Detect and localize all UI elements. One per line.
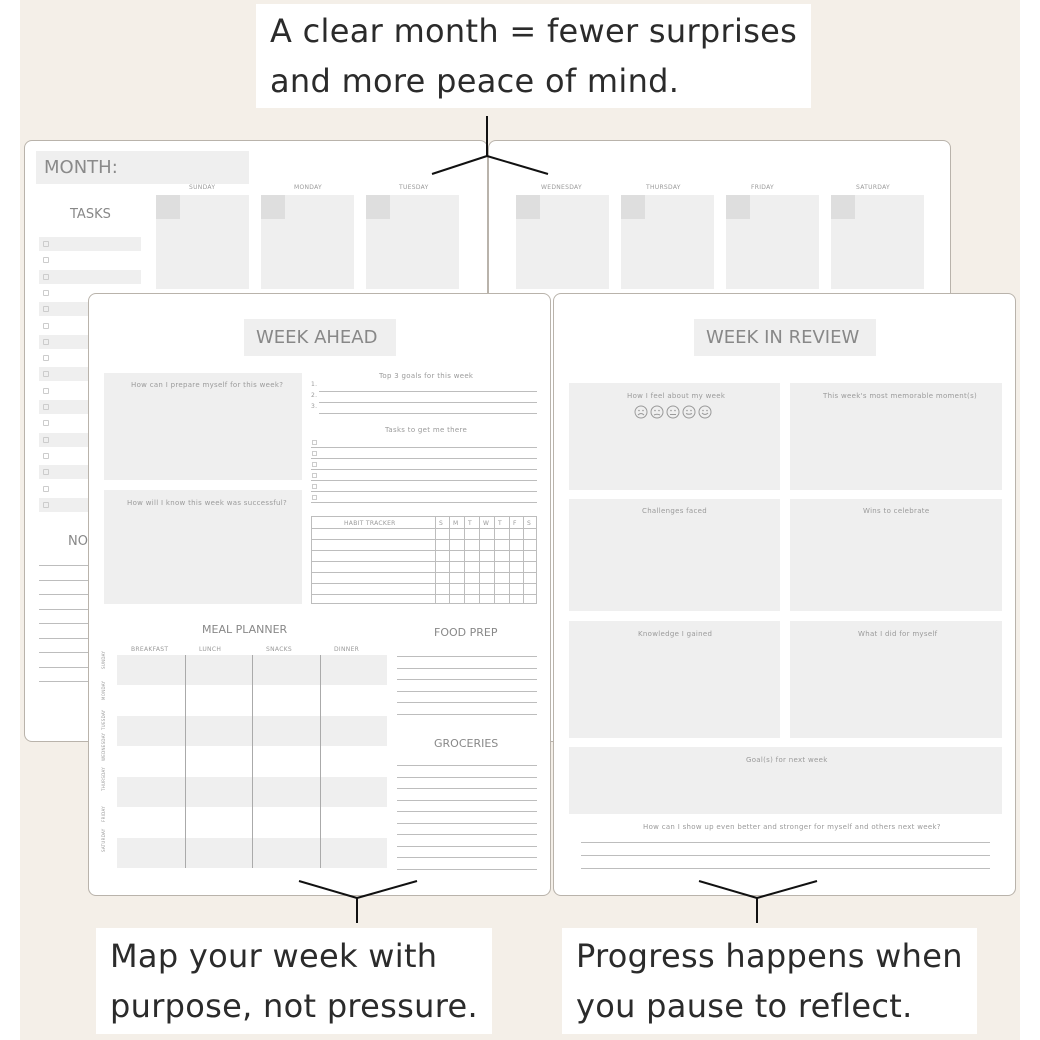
- notes-line: [39, 652, 91, 653]
- habit-row-line: [312, 539, 536, 540]
- week-ahead-page: [88, 293, 551, 896]
- meal-column-label: SNACKS: [266, 646, 293, 653]
- memorable-label: This week's most memorable moment(s): [823, 392, 978, 400]
- day-label: MONDAY: [294, 184, 323, 191]
- goal-line: [319, 413, 537, 414]
- meal-planner-title: MEAL PLANNER: [202, 623, 288, 636]
- habit-row-line: [312, 528, 536, 529]
- habit-row-line: [312, 561, 536, 562]
- task-checkbox: [43, 323, 49, 329]
- challenges-label: Challenges faced: [642, 507, 708, 515]
- task-checkbox: [43, 306, 49, 312]
- task-checkbox: [43, 502, 49, 508]
- habit-col-line: [494, 517, 495, 603]
- task-row: [39, 237, 141, 251]
- notes-label: NO: [68, 534, 88, 549]
- grocery-line: [397, 811, 537, 812]
- habit-col-line: [509, 517, 510, 603]
- notes-line: [39, 623, 91, 624]
- habit-col-line: [523, 517, 524, 603]
- grocery-line: [397, 765, 537, 766]
- meal-col-divider: [320, 655, 321, 868]
- groceries-title: GROCERIES: [434, 737, 499, 750]
- day-label: SUNDAY: [189, 184, 216, 191]
- knowledge-box: [569, 621, 780, 738]
- task-checkbox: [43, 274, 49, 280]
- month-title: MONTH:: [44, 157, 118, 178]
- challenges-box: [569, 499, 780, 611]
- task-line: [311, 458, 537, 459]
- meal-column-label: LUNCH: [199, 646, 222, 653]
- grocery-line: [397, 846, 537, 847]
- meal-col-divider: [185, 655, 186, 868]
- task-checkbox: [43, 437, 49, 443]
- meal-column-label: DINNER: [334, 646, 360, 653]
- callout-left-line2: purpose, not pressure.: [110, 987, 478, 1025]
- success-box: [104, 490, 302, 604]
- day-number-box: [621, 195, 645, 219]
- notes-line: [39, 638, 91, 639]
- food-prep-line: [397, 679, 537, 680]
- happy-face-icon: [698, 405, 712, 419]
- wins-label: Wins to celebrate: [863, 507, 930, 515]
- meal-col-divider: [252, 655, 253, 868]
- grocery-line: [397, 800, 537, 801]
- task-checkbox: [43, 404, 49, 410]
- habit-col-line: [449, 517, 450, 603]
- task-checkbox: [43, 469, 49, 475]
- task-checkbox: [312, 484, 317, 489]
- habit-col-line: [464, 517, 465, 603]
- task-checkbox: [43, 486, 49, 492]
- task-checkbox: [43, 241, 49, 247]
- meal-day-label: THURSDAY: [101, 767, 106, 791]
- task-line: [311, 502, 537, 503]
- food-prep-line: [397, 714, 537, 715]
- habit-day-label: T: [468, 520, 472, 527]
- habit-day-label: T: [498, 520, 502, 527]
- food-prep-title: FOOD PREP: [434, 626, 498, 639]
- task-checkbox: [43, 257, 49, 263]
- food-prep-line: [397, 668, 537, 669]
- habit-row-line: [312, 594, 536, 595]
- callout-right-line1: Progress happens when: [576, 937, 963, 975]
- task-checkbox: [312, 451, 317, 456]
- show-up-line: [581, 842, 990, 843]
- notes-line: [39, 565, 91, 566]
- prepare-box: [104, 373, 302, 480]
- callout-right: [562, 928, 977, 1034]
- week-review-page: [553, 293, 1016, 896]
- goals-title: Top 3 goals for this week: [379, 372, 474, 380]
- goal-number: 2.: [311, 392, 318, 399]
- neutral-face-icon: [666, 405, 680, 419]
- notes-line: [39, 667, 91, 668]
- show-up-line: [581, 855, 990, 856]
- notes-line: [39, 681, 91, 682]
- meal-day-label: FRIDAY: [101, 805, 106, 822]
- tasks-title: Tasks to get me there: [385, 426, 468, 434]
- day-label: THURSDAY: [646, 184, 681, 191]
- week-ahead-title: WEEK AHEAD: [256, 327, 378, 348]
- notes-line: [39, 609, 91, 610]
- grocery-line: [397, 788, 537, 789]
- knowledge-label: Knowledge I gained: [638, 630, 713, 638]
- day-label: FRIDAY: [751, 184, 775, 191]
- task-checkbox: [43, 388, 49, 394]
- meal-day-label: TUESDAY: [101, 709, 106, 730]
- task-checkbox: [43, 339, 49, 345]
- grocery-line: [397, 834, 537, 835]
- task-row: [39, 270, 141, 284]
- habit-col-line: [435, 517, 436, 603]
- callout-top-line2: and more peace of mind.: [270, 62, 680, 100]
- task-checkbox: [312, 462, 317, 467]
- day-number-box: [516, 195, 540, 219]
- food-prep-line: [397, 691, 537, 692]
- grocery-line: [397, 823, 537, 824]
- task-checkbox: [312, 473, 317, 478]
- meal-day-label: WEDNESDAY: [101, 732, 106, 761]
- habit-day-label: M: [453, 520, 459, 527]
- callout-right-line2: you pause to reflect.: [576, 987, 913, 1025]
- task-checkbox: [312, 440, 317, 445]
- prepare-prompt: How can I prepare myself for this week?: [131, 381, 284, 389]
- day-number-box: [726, 195, 750, 219]
- day-number-box: [261, 195, 285, 219]
- habit-day-label: F: [513, 520, 517, 527]
- habit-day-label: S: [527, 520, 532, 527]
- show-up-prompt: How can I show up even better and stronger for myself and others next week?: [643, 823, 941, 831]
- task-checkbox: [43, 355, 49, 361]
- for-myself-box: [790, 621, 1002, 738]
- grocery-line: [397, 777, 537, 778]
- grocery-line: [397, 857, 537, 858]
- task-checkbox: [43, 290, 49, 296]
- goal-line: [319, 391, 537, 392]
- habit-day-label: W: [483, 520, 490, 527]
- habit-row-line: [312, 572, 536, 573]
- day-label: TUESDAY: [399, 184, 429, 191]
- food-prep-line: [397, 656, 537, 657]
- goal-number: 1.: [311, 381, 318, 388]
- meal-day-label: SUNDAY: [101, 650, 106, 669]
- task-line: [311, 447, 537, 448]
- goal-number: 3.: [311, 403, 318, 410]
- sad-face-icon: [634, 405, 648, 419]
- goal-line: [319, 402, 537, 403]
- notes-line: [39, 580, 91, 581]
- habit-day-label: S: [439, 520, 444, 527]
- habit-row-line: [312, 583, 536, 584]
- task-checkbox: [43, 453, 49, 459]
- habit-col-line: [479, 517, 480, 603]
- for-myself-label: What I did for myself: [858, 630, 938, 638]
- day-label: SATURDAY: [856, 184, 891, 191]
- success-prompt: How will I know this week was successful?: [127, 499, 288, 507]
- tasks-label: TASKS: [70, 207, 111, 222]
- habit-row-line: [312, 550, 536, 551]
- day-label: WEDNESDAY: [541, 184, 582, 191]
- week-review-title: WEEK IN REVIEW: [706, 327, 860, 348]
- wins-box: [790, 499, 1002, 611]
- day-number-box: [156, 195, 180, 219]
- frown-face-icon: [650, 405, 664, 419]
- show-up-line: [581, 868, 990, 869]
- task-line: [311, 480, 537, 481]
- task-checkbox: [312, 495, 317, 500]
- goals-next-label: Goal(s) for next week: [746, 756, 828, 764]
- callout-top: [256, 4, 811, 108]
- food-prep-line: [397, 702, 537, 703]
- callout-left-line1: Map your week with: [110, 937, 438, 975]
- habit-tracker-label: HABIT TRACKER: [344, 520, 396, 527]
- meal-day-label: MONDAY: [101, 680, 106, 700]
- task-line: [311, 469, 537, 470]
- grocery-line: [397, 869, 537, 870]
- notes-line: [39, 594, 91, 595]
- task-checkbox: [43, 371, 49, 377]
- feel-label: How I feel about my week: [627, 392, 726, 400]
- callout-left: [96, 928, 492, 1034]
- day-number-box: [831, 195, 855, 219]
- meal-column-label: BREAKFAST: [131, 646, 169, 653]
- smile-face-icon: [682, 405, 696, 419]
- day-number-box: [366, 195, 390, 219]
- callout-top-line1: A clear month = fewer surprises: [270, 12, 798, 50]
- task-checkbox: [43, 420, 49, 426]
- meal-day-label: SATURDAY: [101, 828, 106, 852]
- task-line: [311, 491, 537, 492]
- habit-tracker-grid: [311, 516, 537, 604]
